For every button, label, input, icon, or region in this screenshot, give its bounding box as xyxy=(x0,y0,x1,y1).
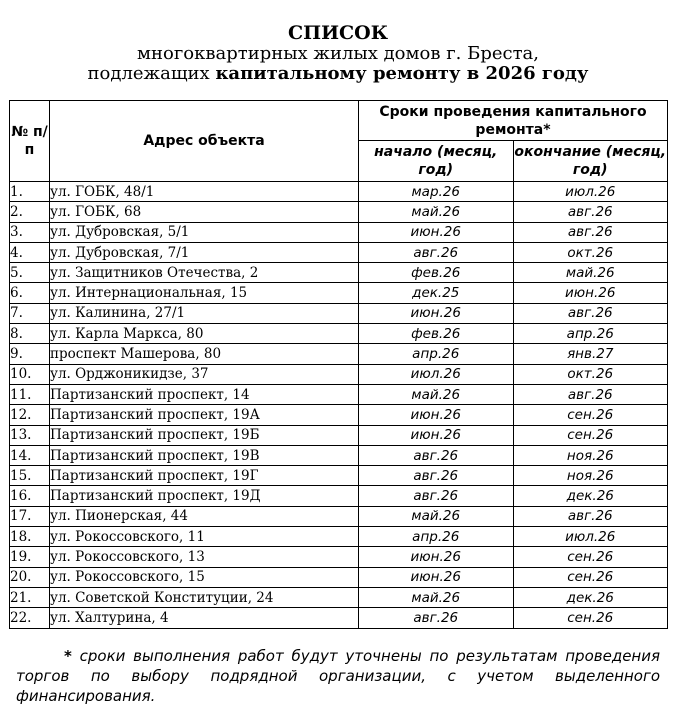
row-address: ул. ГОБК, 48/1 xyxy=(50,182,359,202)
table-row xyxy=(10,364,668,384)
row-number: 5. xyxy=(10,263,50,283)
row-start: июн.26 xyxy=(359,567,514,587)
row-start: авг.26 xyxy=(359,608,514,628)
row-number: 6. xyxy=(10,283,50,303)
table-row xyxy=(10,506,668,526)
row-address: ул. Дубровская, 7/1 xyxy=(50,242,359,262)
title-line-3 xyxy=(0,64,676,84)
row-end: окт.26 xyxy=(513,364,668,384)
row-number: 9. xyxy=(10,344,50,364)
row-start: фев.26 xyxy=(359,263,514,283)
row-end: авг.26 xyxy=(513,506,668,526)
row-number: 1. xyxy=(10,182,50,202)
row-address: Партизанский проспект, 19А xyxy=(50,405,359,425)
row-address: Партизанский проспект, 19Б xyxy=(50,425,359,445)
row-start: авг.26 xyxy=(359,242,514,262)
row-start: июн.26 xyxy=(359,303,514,323)
row-end: дек.26 xyxy=(513,587,668,607)
row-end: авг.26 xyxy=(513,384,668,404)
row-start: мар.26 xyxy=(359,182,514,202)
table-row xyxy=(10,486,668,506)
row-end: июл.26 xyxy=(513,182,668,202)
row-address: Партизанский проспект, 19В xyxy=(50,445,359,465)
houses-table xyxy=(9,100,668,629)
table-row xyxy=(10,587,668,607)
table-row xyxy=(10,466,668,486)
row-number: 16. xyxy=(10,486,50,506)
header-end: окончание (месяц, год) xyxy=(513,141,668,182)
row-number: 8. xyxy=(10,324,50,344)
row-number: 20. xyxy=(10,567,50,587)
title-line-2: многоквартирных жилых домов г. Бреста, xyxy=(137,43,539,64)
row-start: июн.26 xyxy=(359,547,514,567)
table-row xyxy=(10,242,668,262)
row-address: ул. Дубровская, 5/1 xyxy=(50,222,359,242)
header-num: № п/п xyxy=(10,101,50,182)
row-start: май.26 xyxy=(359,506,514,526)
row-number: 2. xyxy=(10,202,50,222)
row-start: фев.26 xyxy=(359,324,514,344)
document-title xyxy=(0,22,676,84)
footnote xyxy=(16,646,660,706)
row-start: май.26 xyxy=(359,587,514,607)
row-end: авг.26 xyxy=(513,303,668,323)
row-number: 18. xyxy=(10,527,50,547)
row-address: ул. Рокоссовского, 15 xyxy=(50,567,359,587)
table-row xyxy=(10,324,668,344)
row-number: 12. xyxy=(10,405,50,425)
header-period: Сроки проведения капитального ремонта* xyxy=(359,101,668,141)
row-start: дек.25 xyxy=(359,283,514,303)
row-number: 21. xyxy=(10,587,50,607)
row-number: 17. xyxy=(10,506,50,526)
row-number: 14. xyxy=(10,445,50,465)
row-start: авг.26 xyxy=(359,445,514,465)
row-address: ул. Пионерская, 44 xyxy=(50,506,359,526)
table-row xyxy=(10,445,668,465)
footnote-mark: * xyxy=(64,647,72,665)
row-address: Партизанский проспект, 19Г xyxy=(50,466,359,486)
table-row xyxy=(10,344,668,364)
row-end: июн.26 xyxy=(513,283,668,303)
table-row xyxy=(10,283,668,303)
row-end: сен.26 xyxy=(513,547,668,567)
title-line-3-normal: подлежащих xyxy=(87,63,216,84)
table-row xyxy=(10,405,668,425)
row-number: 15. xyxy=(10,466,50,486)
table-row xyxy=(10,384,668,404)
row-end: апр.26 xyxy=(513,324,668,344)
table-row xyxy=(10,182,668,202)
row-address: ул. ГОБК, 68 xyxy=(50,202,359,222)
row-address: ул. Калинина, 27/1 xyxy=(50,303,359,323)
table-row xyxy=(10,202,668,222)
row-end: дек.26 xyxy=(513,486,668,506)
row-end: май.26 xyxy=(513,263,668,283)
header-start: начало (месяц, год) xyxy=(359,141,514,182)
header-address: Адрес объекта xyxy=(50,101,359,182)
row-end: окт.26 xyxy=(513,242,668,262)
title-line-1: СПИСОК xyxy=(288,22,388,44)
row-start: июн.26 xyxy=(359,405,514,425)
row-address: ул. Орджоникидзе, 37 xyxy=(50,364,359,384)
row-address: ул. Рокоссовского, 13 xyxy=(50,547,359,567)
row-number: 13. xyxy=(10,425,50,445)
row-end: ноя.26 xyxy=(513,466,668,486)
row-start: май.26 xyxy=(359,384,514,404)
row-start: май.26 xyxy=(359,202,514,222)
row-end: сен.26 xyxy=(513,425,668,445)
row-end: июл.26 xyxy=(513,527,668,547)
row-start: июн.26 xyxy=(359,222,514,242)
row-end: авг.26 xyxy=(513,202,668,222)
row-address: ул. Защитников Отечества, 2 xyxy=(50,263,359,283)
row-start: апр.26 xyxy=(359,344,514,364)
row-number: 19. xyxy=(10,547,50,567)
row-number: 4. xyxy=(10,242,50,262)
table-row xyxy=(10,303,668,323)
row-end: авг.26 xyxy=(513,222,668,242)
row-end: янв.27 xyxy=(513,344,668,364)
row-end: сен.26 xyxy=(513,567,668,587)
row-address: ул. Рокоссовского, 11 xyxy=(50,527,359,547)
table-row xyxy=(10,567,668,587)
row-address: проспект Машерова, 80 xyxy=(50,344,359,364)
row-address: ул. Советской Конституции, 24 xyxy=(50,587,359,607)
row-start: апр.26 xyxy=(359,527,514,547)
table-row xyxy=(10,222,668,242)
footnote-text: сроки выполнения работ будут уточнены по результатам проведения торгов по выбору подрядной организации, с учетом выделенного финансирования. xyxy=(16,647,660,705)
row-end: сен.26 xyxy=(513,405,668,425)
row-number: 7. xyxy=(10,303,50,323)
row-end: ноя.26 xyxy=(513,445,668,465)
row-start: июн.26 xyxy=(359,425,514,445)
row-address: ул. Интернациональная, 15 xyxy=(50,283,359,303)
row-start: июл.26 xyxy=(359,364,514,384)
row-number: 3. xyxy=(10,222,50,242)
row-number: 10. xyxy=(10,364,50,384)
row-address: ул. Халтурина, 4 xyxy=(50,608,359,628)
table-row xyxy=(10,527,668,547)
row-address: ул. Карла Маркса, 80 xyxy=(50,324,359,344)
row-number: 11. xyxy=(10,384,50,404)
row-number: 22. xyxy=(10,608,50,628)
row-start: авг.26 xyxy=(359,466,514,486)
table-row xyxy=(10,608,668,628)
row-address: Партизанский проспект, 19Д xyxy=(50,486,359,506)
row-start: авг.26 xyxy=(359,486,514,506)
row-end: сен.26 xyxy=(513,608,668,628)
title-line-3-bold: капитальному ремонту в 2026 году xyxy=(215,63,589,84)
table-row xyxy=(10,425,668,445)
row-address: Партизанский проспект, 14 xyxy=(50,384,359,404)
table-row xyxy=(10,547,668,567)
table-row xyxy=(10,263,668,283)
